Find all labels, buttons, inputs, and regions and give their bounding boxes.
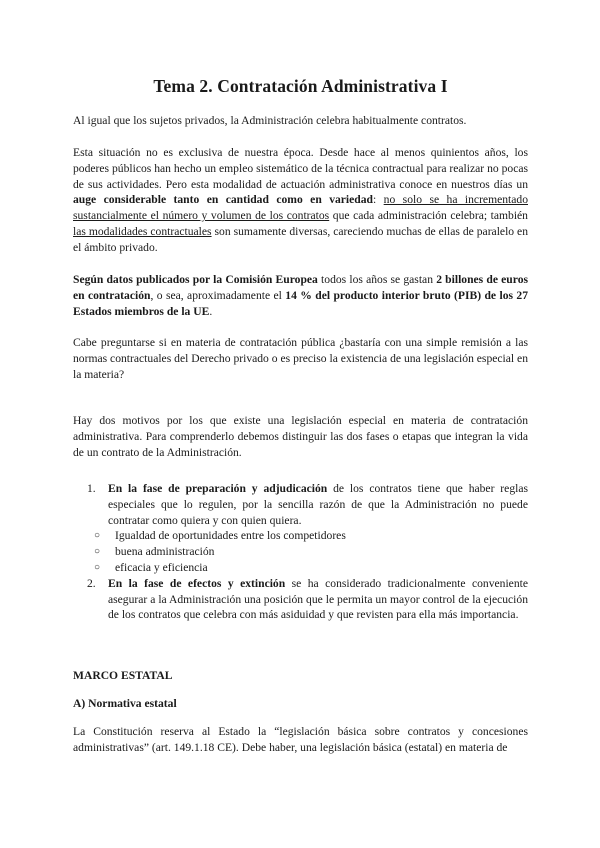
text-run: :	[373, 193, 384, 207]
sub-list-text: eficacia y eficiencia	[115, 560, 208, 574]
text-run: , o sea, aproximadamente el	[150, 288, 286, 302]
list-number: 1.	[87, 482, 96, 495]
text-run: todos los años se gastan	[317, 273, 437, 286]
text-run: que cada administración celebra; también	[329, 209, 528, 223]
paragraph-question-text: Cabe preguntarse si en materia de contratación pública ¿bastaría con una simple remisión a las normas contractuales del Derecho privado o es preciso la existencia de una legislación especial en la materia?	[73, 336, 528, 381]
list-item	[73, 576, 528, 623]
paragraph-motives-text: Hay dos motivos por los que existe una legislación especial en materia de contratación administrativa. Para comprenderlo debemos distinguir las dos fases o etapas que integran la vida de un contrato de la Administración.	[73, 414, 528, 459]
bold-run: 2 billones de euros en contratación	[73, 273, 528, 302]
text-run: .	[209, 304, 213, 318]
paragraph-statistics	[73, 272, 528, 319]
subsection-heading: A) Normativa estatal	[73, 697, 177, 710]
sub-list-text: Igualdad de oportunidades entre los competidores	[115, 529, 346, 543]
circle-bullet-icon: ○	[94, 530, 101, 542]
paragraph-constitution	[73, 724, 528, 756]
paragraph-constitution-text: La Constitución reserva al Estado la “legislación básica sobre contratos y concesiones administrativas” (art. 149.1.18 CE). Debe haber, una legislación básica (estatal) en materia de	[73, 725, 528, 754]
bold-run: En la fase de efectos y extinción	[108, 576, 286, 590]
text-run: de los contratos tiene que haber reglas especiales que lo regulen, por la sencilla razón de que la Administración no puede contratar como quiera y con quien quiera.	[108, 482, 528, 527]
sub-list-text: buena administración	[115, 545, 215, 559]
page-title: Tema 2. Contratación Administrativa I	[153, 76, 448, 96]
bold-run: En la fase de preparación y adjudicación	[108, 482, 328, 495]
paragraph-question	[73, 335, 528, 382]
sub-list	[73, 528, 528, 575]
paragraph-motives	[73, 413, 528, 460]
paragraph-intro-text: Al igual que los sujetos privados, la Administración celebra habitualmente contratos.	[73, 114, 467, 127]
list-item	[73, 481, 528, 576]
bold-run: auge considerable tanto en cantidad como en variedad	[73, 193, 373, 207]
text-run: son sumamente diversas, careciendo muchas de ellas de paralelo en el ámbito privado.	[73, 224, 528, 254]
circle-bullet-icon: ○	[94, 561, 101, 573]
circle-bullet-icon: ○	[94, 546, 101, 558]
paragraph-intro	[73, 113, 528, 129]
sub-list-item	[73, 528, 528, 544]
sub-list-item	[73, 560, 528, 576]
section-heading: MARCO ESTATAL	[73, 669, 173, 682]
paragraph-statistics-text	[73, 272, 528, 319]
numbered-list	[73, 481, 528, 623]
paragraph-context-text	[73, 145, 528, 256]
underlined-run: las modalidades contractuales	[73, 224, 212, 238]
bold-run: 14 % del producto interior bruto (PIB) de los 27 Estados miembros de la UE	[73, 288, 528, 318]
underlined-run: no solo se ha incrementado sustancialmente el número y volumen de los contratos	[73, 193, 528, 223]
sub-list-item	[73, 544, 528, 560]
text-run: Esta situación no es exclusiva de nuestra época. Desde hace al menos quinientos años, los poderes públicos han hecho un empleo sistemático de la técnica contractual para realizar no pocas de sus actividades. Pero esta modalidad de actuación administrativa conoce en nuestros días un	[73, 146, 528, 191]
paragraph-context	[73, 145, 528, 256]
list-number: 2.	[87, 576, 96, 590]
text-run: se ha considerado tradicionalmente conveniente asegurar a la Administración una posición que le permita un mayor control de la ejecución de los contratos que celebra con más asiduidad y que revisten para ella más importancia.	[108, 576, 528, 622]
bold-run: Según datos publicados por la Comisión Europea	[73, 273, 318, 286]
